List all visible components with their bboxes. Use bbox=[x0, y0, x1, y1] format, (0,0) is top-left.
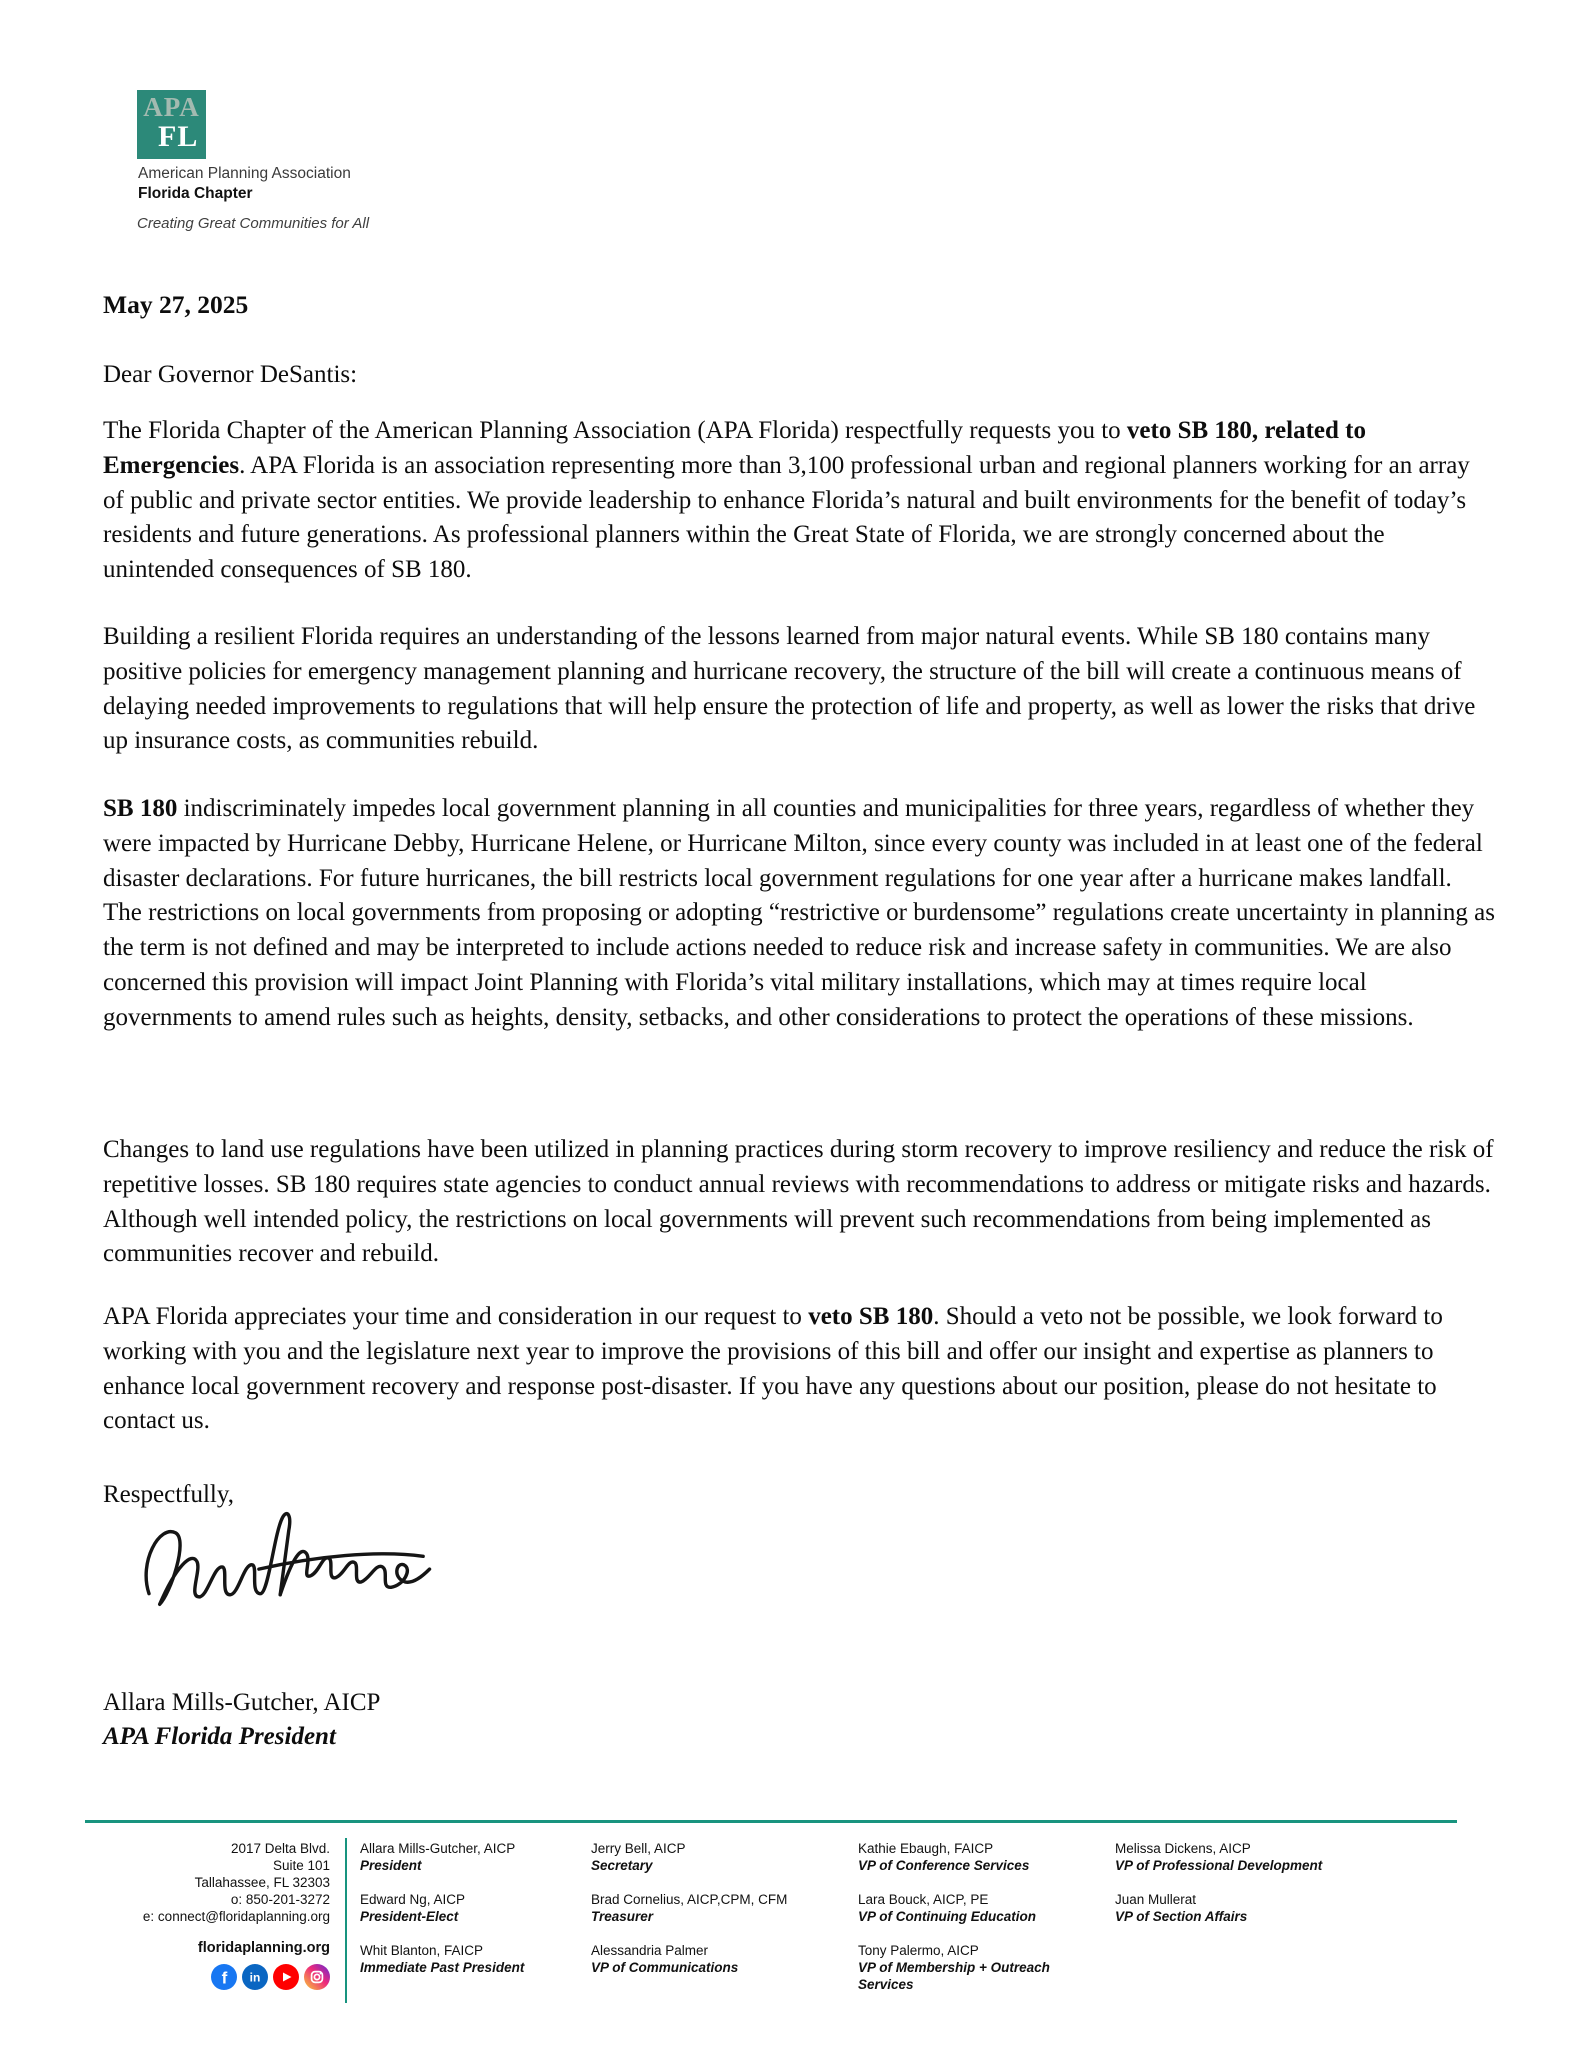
officer-entry bbox=[858, 1891, 1058, 1925]
officer-entry bbox=[360, 1840, 575, 1874]
officer-title: VP of Conference Services bbox=[858, 1858, 1030, 1873]
paragraph-1 bbox=[103, 414, 1495, 588]
svg-text:in: in bbox=[249, 1970, 261, 1985]
paragraph-3 bbox=[103, 792, 1495, 1036]
phone-line: o: 850-201-3272 bbox=[230, 1892, 330, 1907]
officer-entry bbox=[591, 1891, 831, 1925]
paragraph-2: Building a resilient Florida requires an understanding of the lessons learned from major natural events. While SB 180 contains many positive policies for emergency management planning and hurricane recovery, the structure of the bill will create a continuous means of delaying needed improvements to regulations that will help ensure the protection of life and property, as well as lower the risks that drive up insurance costs, as communities rebuild. bbox=[103, 623, 1476, 755]
officer-name: Brad Cornelius, AICP,CPM, CFM bbox=[591, 1892, 788, 1907]
officer-entry bbox=[591, 1840, 831, 1874]
address-line: Suite 101 bbox=[272, 1858, 330, 1873]
linkedin-icon[interactable] bbox=[242, 1964, 268, 1990]
officer-entry bbox=[858, 1942, 1058, 1993]
website-link[interactable]: floridaplanning.org bbox=[197, 1940, 330, 1956]
address-line: Tallahassee, FL 32303 bbox=[194, 1875, 330, 1890]
officer-title: VP of Communications bbox=[591, 1960, 739, 1975]
officer-name: Juan Mullerat bbox=[1115, 1892, 1197, 1907]
paragraph-3-bold: SB 180 bbox=[103, 795, 178, 822]
officer-title: VP of Continuing Education bbox=[858, 1909, 1036, 1924]
paragraph-5 bbox=[103, 1300, 1495, 1439]
logo-apa-text: APA bbox=[143, 92, 200, 122]
officer-title: VP of Membership + Outreach Services bbox=[858, 1960, 1050, 1992]
instagram-icon[interactable] bbox=[304, 1964, 330, 1990]
officer-name: Alessandria Palmer bbox=[591, 1943, 709, 1958]
officer-column-1 bbox=[360, 1840, 575, 1993]
officer-name: Allara Mills-Gutcher, AICP bbox=[360, 1841, 516, 1856]
officer-entry bbox=[591, 1942, 831, 1976]
officer-title: VP of Section Affairs bbox=[1115, 1909, 1248, 1924]
officer-title: President-Elect bbox=[360, 1909, 459, 1924]
signature-image bbox=[133, 1502, 453, 1632]
signer-name: Allara Mills-Gutcher, AICP bbox=[103, 1689, 381, 1716]
officer-entry bbox=[1115, 1891, 1395, 1925]
officer-title: Treasurer bbox=[591, 1909, 654, 1924]
footer-address bbox=[85, 1840, 330, 1990]
salutation: Dear Governor DeSantis: bbox=[103, 361, 358, 388]
officer-name: Kathie Ebaugh, FAICP bbox=[858, 1841, 994, 1856]
email-line: e: connect@floridaplanning.org bbox=[142, 1909, 330, 1924]
officer-title: President bbox=[360, 1858, 422, 1873]
paragraph-1-bold: veto SB 180, related to Emergencies bbox=[103, 417, 1366, 479]
officer-name: Jerry Bell, AICP bbox=[591, 1841, 686, 1856]
officer-entry bbox=[1115, 1840, 1395, 1874]
officer-column-4 bbox=[1115, 1840, 1395, 1942]
officer-name: Melissa Dickens, AICP bbox=[1115, 1841, 1251, 1856]
logo-fl-text: FL bbox=[158, 120, 199, 153]
paragraph-5-bold: veto SB 180 bbox=[808, 1303, 934, 1330]
officer-title: Secretary bbox=[591, 1858, 653, 1873]
officer-title: Immediate Past President bbox=[360, 1960, 525, 1975]
footer-separator bbox=[345, 1838, 347, 2003]
officer-entry bbox=[858, 1840, 1058, 1874]
youtube-icon[interactable] bbox=[273, 1964, 299, 1990]
paragraph-4: Changes to land use regulations have been utilized in planning practices during storm recovery to improve resiliency and reduce the risk of repetitive losses. SB 180 requires state agencies to conduct annual reviews with recommendations to address or mitigate risks and hazards. Although well intended policy, the restrictions on local governments will prevent such recommendations from being implemented as communities recover and rebuild. bbox=[103, 1136, 1494, 1268]
officer-name: Edward Ng, AICP bbox=[360, 1892, 466, 1907]
closing: Respectfully, bbox=[103, 1481, 234, 1508]
paragraph-5-text: . Should a veto not be possible, we look forward to working with you and the legislature next year to improve the provisions of this bill and offer our insight and expertise as planners to enhance local government recovery and response post-disaster. If you have any questions about our position, please do not hesitate to contact us. bbox=[103, 1303, 1443, 1435]
officer-name: Tony Palermo, AICP bbox=[858, 1943, 979, 1958]
paragraph-1-text: . APA Florida is an association representing more than 3,100 professional urban and regional planners working for an array of public and private sector entities. We provide leadership to enhance Florida’s natural and built environments for the benefit of today’s residents and future generations. As professional planners within the Great State of Florida, we are strongly concerned about the unintended consequences of SB 180. bbox=[103, 451, 1470, 584]
letter-date: May 27, 2025 bbox=[103, 290, 249, 319]
tagline: Creating Great Communities for All bbox=[137, 215, 370, 232]
address-line: 2017 Delta Blvd. bbox=[230, 1841, 330, 1856]
apa-fl-logo bbox=[137, 90, 206, 159]
officer-name: Lara Bouck, AICP, PE bbox=[858, 1892, 989, 1907]
social-icons bbox=[85, 1964, 330, 1990]
officer-column-3 bbox=[858, 1840, 1058, 2010]
officer-name: Whit Blanton, FAICP bbox=[360, 1943, 484, 1958]
officer-column-2 bbox=[591, 1840, 831, 1993]
facebook-icon[interactable] bbox=[211, 1964, 237, 1990]
paragraph-5-text: APA Florida appreciates your time and consideration in our request to bbox=[103, 1303, 809, 1330]
svg-text:f: f bbox=[221, 1968, 228, 1988]
signer-title: APA Florida President bbox=[103, 1723, 336, 1750]
footer-divider bbox=[85, 1820, 1457, 1823]
org-name: American Planning Association bbox=[138, 165, 351, 182]
officer-entry bbox=[360, 1891, 575, 1925]
officer-entry bbox=[360, 1942, 575, 1976]
paragraph-1-text: The Florida Chapter of the American Planning Association (APA Florida) respectfully requests you to bbox=[103, 417, 1127, 444]
paragraph-3-text: indiscriminately impedes local government planning in all counties and municipalities for three years, regardless of whether they were impacted by Hurricane Debby, Hurricane Helene, or Hurricane Milton, since every county was included in at least one of the federal disaster declarations. For future hurricanes, the bill restricts local government regulations for one year after a hurricane makes landfall. The restrictions on local governments from proposing or adopting “restrictive or burdensome” regulations create uncertainty in planning as the term is not defined and may be interpreted to include actions needed to reduce risk and increase safety in communities. We are also concerned this provision will impact Joint Planning with Florida’s vital military installations, which may at times require local governments to amend rules such as heights, density, setbacks, and other considerations to protect the operations of these missions. bbox=[103, 795, 1495, 1031]
officer-title: VP of Professional Development bbox=[1115, 1858, 1323, 1873]
chapter-name: Florida Chapter bbox=[138, 185, 253, 202]
